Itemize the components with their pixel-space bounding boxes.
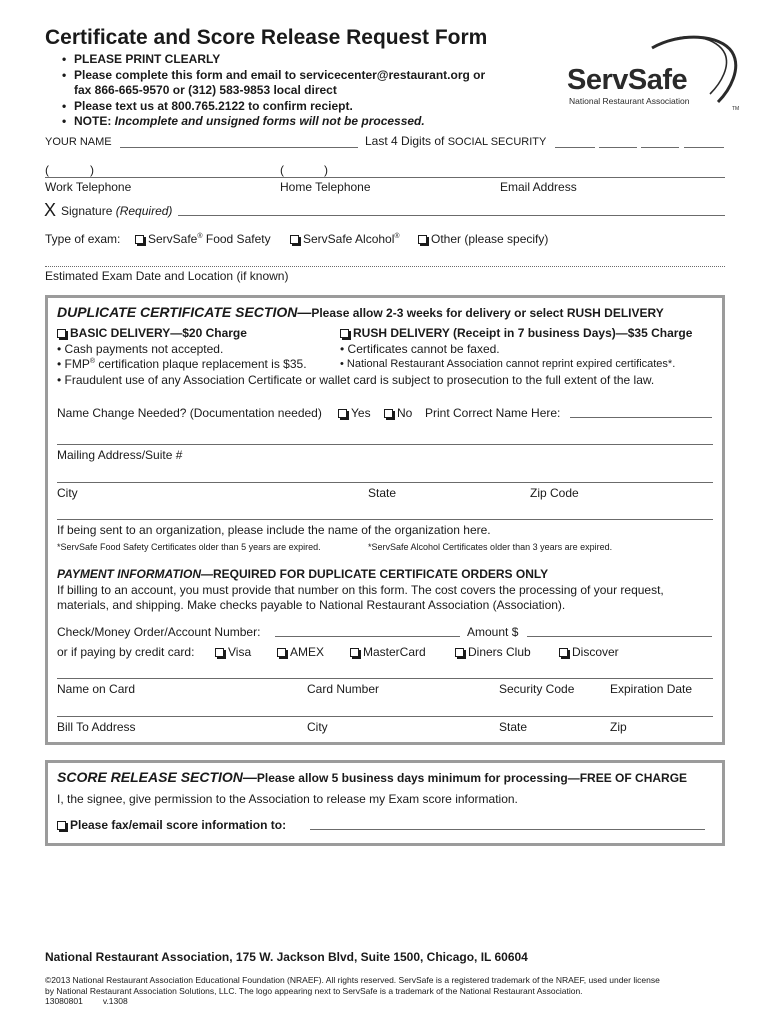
check-number-field[interactable]: [275, 636, 460, 637]
exam-type-label: Type of exam:: [45, 232, 121, 246]
name-change-label: Name Change Needed? (Documentation needed): [57, 406, 322, 420]
bill-state-label: State: [499, 720, 528, 734]
alcohol-expiry-note: *ServSafe Alcohol Certificates older than 3 years are expired.: [368, 542, 613, 552]
exam-other-option[interactable]: Other (please specify): [418, 232, 548, 246]
payment-text-2: materials, and shipping. Make checks payable to National Restaurant Association (Association).: [57, 598, 566, 612]
checkbox-icon: [215, 648, 224, 657]
instruction-item: • PLEASE PRINT CLEARLY: [62, 52, 485, 68]
checkbox-icon: [418, 235, 427, 244]
ssn-digit-field[interactable]: [641, 147, 679, 148]
exam-other-field[interactable]: [45, 266, 725, 267]
card-details-field[interactable]: [57, 678, 713, 679]
bill-to-field[interactable]: [57, 716, 713, 717]
rush-delivery-option[interactable]: RUSH DELIVERY (Receipt in 7 business Days)—$35 Charge: [340, 326, 692, 340]
checkbox-icon: [340, 329, 349, 338]
footer-copyright: ©2013 National Restaurant Association Educational Foundation (NRAEF). All rights reserved. ServSafe is a registered trademark of the NRAEF, used under license by National Restaurant Association Solutions, LLC. The logo appearing next to ServSafe is a trademark of the National Restaurant Association. 13080801 v.1308: [45, 975, 660, 1006]
logo-tm: TM: [732, 106, 740, 112]
bullet-fmp: • FMP® certification plaque replacement is $35.: [57, 357, 307, 371]
mailing-address-label: Mailing Address/Suite #: [57, 448, 183, 462]
fax-email-score-option[interactable]: Please fax/email score information to:: [57, 818, 286, 832]
amount-field[interactable]: [527, 636, 712, 637]
print-name-label: Print Correct Name Here:: [425, 406, 561, 420]
ssn-label: Last 4 Digits of SOCIAL SECURITY: [365, 134, 547, 148]
fax-email-field[interactable]: [310, 829, 705, 830]
card-diners-option[interactable]: Diners Club: [455, 645, 531, 659]
bullet-fax: • Certificates cannot be faxed.: [340, 342, 500, 356]
duplicate-section-heading: DUPLICATE CERTIFICATE SECTION—Please allow 2-3 weeks for delivery or select RUSH DELIVERY: [57, 304, 664, 320]
work-phone-area-close: ): [90, 163, 94, 177]
score-permission-text: I, the signee, give permission to the Association to release my Exam score information.: [57, 792, 518, 806]
city-state-zip-field[interactable]: [57, 482, 713, 483]
phone-email-field[interactable]: [45, 177, 725, 178]
organization-label: If being sent to an organization, please include the name of the organization here.: [57, 523, 491, 537]
exam-alcohol-option[interactable]: ServSafe Alcohol®: [290, 232, 400, 246]
security-code-label: Security Code: [499, 682, 575, 696]
zip-label: Zip Code: [530, 486, 579, 500]
checkbox-icon: [559, 648, 568, 657]
basic-delivery-option[interactable]: BASIC DELIVERY—$20 Charge: [57, 326, 247, 340]
organization-field[interactable]: [57, 519, 713, 520]
city-label: City: [57, 486, 78, 500]
home-phone-label: Home Telephone: [280, 180, 371, 194]
logo-wordmark: ServSafe: [567, 64, 688, 96]
logo-subtitle: National Restaurant Association: [569, 96, 690, 106]
signature-field[interactable]: [178, 215, 725, 216]
instruction-item: • Please text us at 800.765.2122 to confirm reciept.: [62, 99, 485, 115]
checkbox-icon: [455, 648, 464, 657]
payment-text-1: If billing to an account, you must provide that number on this form. The cost covers the processing of your request,: [57, 583, 664, 597]
state-label: State: [368, 486, 397, 500]
card-amex-option[interactable]: AMEX: [277, 645, 324, 659]
bill-zip-label: Zip: [610, 720, 627, 734]
ssn-digit-field[interactable]: [684, 147, 724, 148]
bill-city-label: City: [307, 720, 328, 734]
your-name-label: YOUR NAME: [45, 136, 112, 148]
card-discover-option[interactable]: Discover: [559, 645, 619, 659]
name-change-yes[interactable]: Yes: [338, 406, 371, 420]
home-phone-area-open: (: [280, 163, 284, 177]
payment-heading: PAYMENT INFORMATION—REQUIRED FOR DUPLICATE CERTIFICATE ORDERS ONLY: [57, 567, 549, 581]
checkbox-icon: [57, 329, 66, 338]
footer-address: National Restaurant Association, 175 W. Jackson Blvd, Suite 1500, Chicago, IL 60604: [45, 950, 528, 964]
name-change-no[interactable]: No: [384, 406, 412, 420]
signature-x: X: [44, 200, 57, 220]
instruction-item: • Please complete this form and email to servicecenter@restaurant.org or: [62, 68, 485, 84]
work-phone-area-open: (: [45, 163, 49, 177]
page-title: Certificate and Score Release Request Form: [45, 26, 488, 49]
amount-label: Amount $: [467, 625, 519, 639]
your-name-field[interactable]: [120, 147, 358, 148]
bullet-expired: • National Restaurant Association cannot reprint expired certificates*.: [340, 358, 676, 370]
card-mastercard-option[interactable]: MasterCard: [350, 645, 426, 659]
print-name-field[interactable]: [570, 417, 712, 418]
checkbox-icon: [350, 648, 359, 657]
check-label: Check/Money Order/Account Number:: [57, 625, 261, 639]
checkbox-icon: [290, 235, 299, 244]
expiration-label: Expiration Date: [610, 682, 693, 696]
bullet-fraud: • Fraudulent use of any Association Certificate or wallet card is subject to prosecution to the full extent of the law.: [57, 373, 655, 387]
card-visa-option[interactable]: Visa: [215, 645, 251, 659]
checkbox-icon: [277, 648, 286, 657]
email-label: Email Address: [500, 180, 577, 194]
servsafe-logo: [560, 30, 740, 118]
food-expiry-note: *ServSafe Food Safety Certificates older than 5 years are expired.: [57, 542, 321, 552]
checkbox-icon: [338, 409, 347, 418]
score-section-heading: SCORE RELEASE SECTION—Please allow 5 business days minimum for processing—FREE OF CHARGE: [57, 769, 688, 785]
ssn-digit-field[interactable]: [555, 147, 595, 148]
home-phone-area-close: ): [324, 163, 328, 177]
checkbox-icon: [135, 235, 144, 244]
bill-to-label: Bill To Address: [57, 720, 136, 734]
checkbox-icon: [384, 409, 393, 418]
instruction-item-cont: fax 866-665-9570 or (312) 583-9853 local direct: [74, 83, 337, 97]
ssn-digit-field[interactable]: [599, 147, 637, 148]
name-on-card-label: Name on Card: [57, 682, 136, 696]
instructions-list: [62, 52, 485, 130]
exam-date-label: Estimated Exam Date and Location (if known): [45, 269, 289, 283]
work-phone-label: Work Telephone: [45, 180, 132, 194]
card-number-label: Card Number: [307, 682, 380, 696]
exam-food-safety-option[interactable]: ServSafe® Food Safety: [135, 232, 271, 246]
credit-card-label: or if paying by credit card:: [57, 645, 195, 659]
instruction-note: • NOTE: Incomplete and unsigned forms will not be processed.: [62, 114, 485, 130]
bullet-cash: • Cash payments not accepted.: [57, 342, 224, 356]
signature-label: Signature (Required): [61, 204, 173, 218]
checkbox-icon: [57, 821, 66, 830]
mailing-address-field[interactable]: [57, 444, 713, 445]
